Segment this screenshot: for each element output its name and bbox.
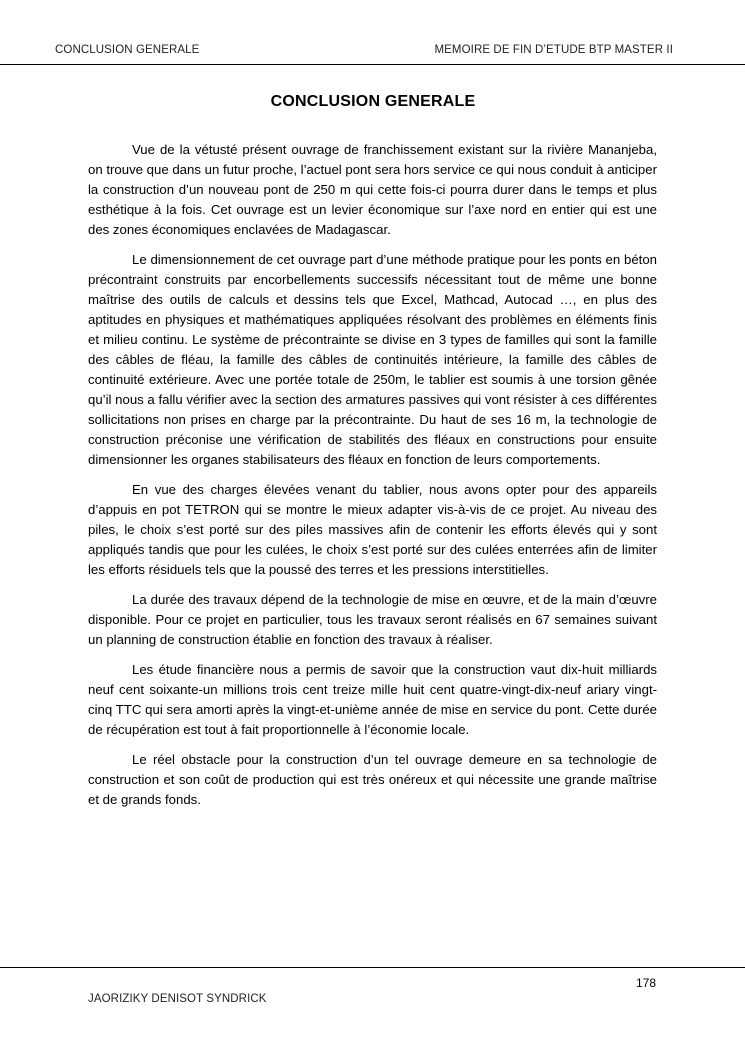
paragraph: En vue des charges élevées venant du tablier, nous avons opter pour des appareils d’appuis en pot TETRON qui se montre le mieux adapter vis-à-vis de ce projet. Au niveau des piles, le choix s’est porté sur des piles massives afin de contenir les efforts élevés qui y sont appliqués tandis que pour les culées, le choix s’est porté sur des culées enterrées afin de limiter les efforts résiduels tels que la poussé des terres et les pressions interstitielles. bbox=[88, 482, 657, 577]
paragraph: Le réel obstacle pour la construction d’un tel ouvrage demeure en sa technologie de construction et son coût de production qui est très onéreux et qui nécessite une grande maîtrise et de grands fonds. bbox=[88, 752, 657, 807]
paragraph: Les étude financière nous a permis de savoir que la construction vaut dix-huit milliards neuf cent soixante-un millions trois cent treize mille huit cent quatre-vingt-dix-neuf ariary vingt-cinq TTC qui sera amorti après la vingt-et-unième année de mise en service du pont. Cette durée de récupération est tout à fait proportionnelle à l’économie locale. bbox=[88, 662, 657, 737]
paragraph: La durée des travaux dépend de la technologie de mise en œuvre, et de la main d’œuvre disponible. Pour ce projet en particulier, tous les travaux seront réalisés en 67 semaines suivant un planning de construction établie en fonction des travaux à réaliser. bbox=[88, 592, 657, 647]
page-title: CONCLUSION GENERALE bbox=[270, 93, 476, 110]
footer-divider bbox=[0, 967, 745, 968]
footer-author: JAORIZIKY DENISOT SYNDRICK bbox=[88, 993, 267, 1005]
header-chapter-title: CONCLUSION GENERALE bbox=[55, 44, 200, 56]
page-header bbox=[0, 38, 745, 65]
paragraph: Le dimensionnement de cet ouvrage part d’une méthode pratique pour les ponts en béton précontraint construits par encorbellements successifs nécessitant tout de même une bonne maîtrise des outils de calculs et dessins tels que Excel, Mathcad, Autocad …, en plus des aptitudes en physiques et mathématiques appliquées résolvant des problèmes en éléments finis et milieu continu. Le système de précontrainte se divise en 3 types de familles qui sont la famille des câbles de fléau, la famille des câbles de continuités intérieure, la famille des câbles de continuité extérieure. Avec une portée totale de 250m, le tablier est soumis à une torsion gênée qu’il nous a fallu vérifier avec la section des armatures passives qui vont résister à ces différentes sollicitations non prises en charge par la précontrainte. Du haut de ses 16 m, la technologie de construction préconise une vérification de stabilités des fléaux en constructions pour ensuite dimensionner les organes stabilisateurs des fléaux en fonction de leurs comportements. bbox=[88, 252, 657, 467]
page-number: 178 bbox=[635, 976, 656, 990]
body-text bbox=[88, 140, 657, 820]
paragraph: Vue de la vétusté présent ouvrage de franchissement existant sur la rivière Mananjeba, on trouve que dans un futur proche, l’actuel pont sera hors service ce qui nous conduit à anticiper la construction d’un nouveau pont de 250 m qui cette fois-ci pourra durer dans le temps et plus esthétique à la fois. Cet ouvrage est un levier économique sur l’axe nord en entier qui est une des zones économiques enclavées de Madagascar. bbox=[88, 142, 657, 237]
header-document-title: MEMOIRE DE FIN D’ETUDE BTP MASTER II bbox=[434, 44, 673, 56]
